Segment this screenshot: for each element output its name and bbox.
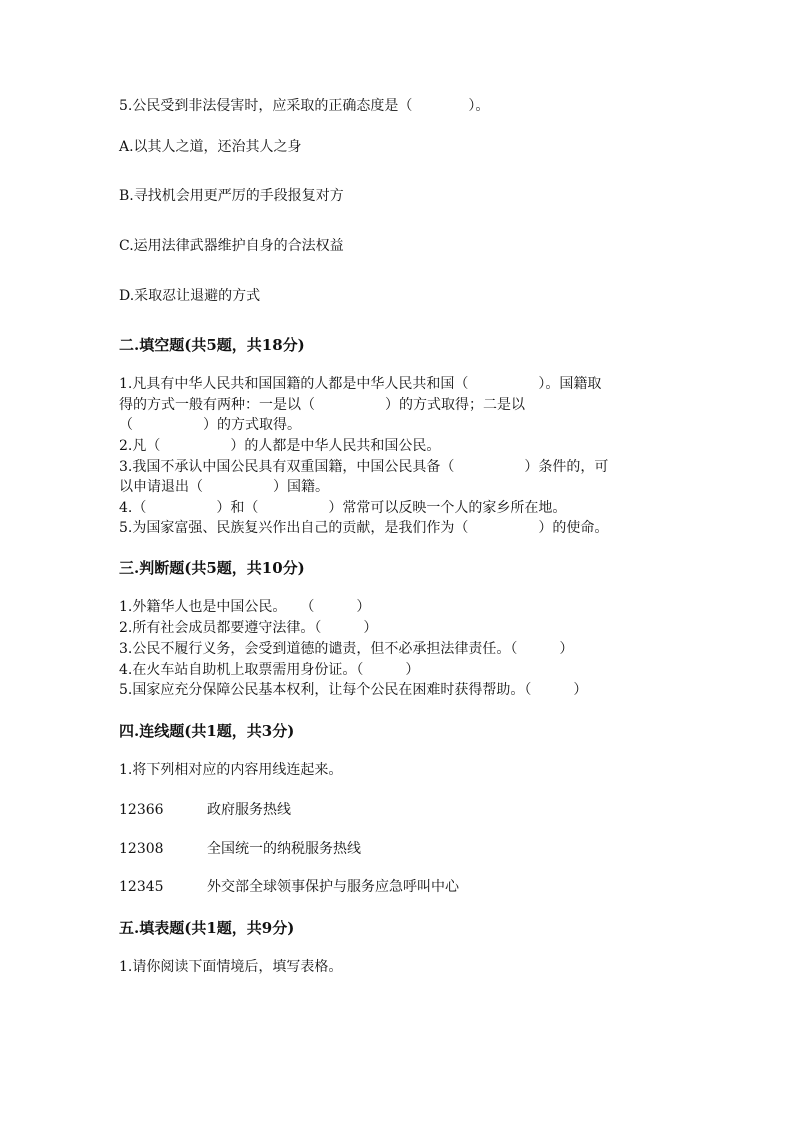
match-number: 12345 [119,879,164,895]
q5-option-c: C.运用法律武器维护自身的合法权益 [119,238,344,254]
judge-line: 1.外籍华人也是中国公民。 （ ） [119,599,371,615]
fill-line: 5.为国家富强、民族复兴作出自己的贡献，是我们作为（ ）的使命。 [119,520,609,536]
table-heading: 五.填表题(共1题，共9分) [119,919,295,937]
fill-line: 3.我国不承认中国公民具有双重国籍，中国公民具备（ ）条件的，可 [119,459,609,475]
judge-heading: 三.判断题(共5题，共10分) [119,559,305,577]
fill-line: 4.（ ）和（ ）常常可以反映一个人的家乡所在地。 [119,500,567,516]
match-desc: 政府服务热线 [207,802,291,818]
match-desc: 外交部全球领事保护与服务应急呼叫中心 [207,879,459,895]
fill-heading: 二.填空题(共5题，共18分) [119,336,305,354]
match-desc: 全国统一的纳税服务热线 [207,841,361,857]
match-heading: 四.连线题(共1题，共3分) [119,722,295,740]
q5-option-b: B.寻找机会用更严厉的手段报复对方 [119,188,344,204]
match-prompt: 1.将下列相对应的内容用线连起来。 [119,762,343,778]
table-prompt: 1.请你阅读下面情境后，填写表格。 [119,959,343,975]
fill-line: 得的方式一般有两种：一是以（ ）的方式取得；二是以 [119,397,525,413]
fill-line: 以申请退出（ ）国籍。 [119,479,329,495]
judge-line: 3.公民不履行义务，会受到道德的谴责，但不必承担法律责任。（ ） [119,641,574,657]
fill-line: 2.凡（ ）的人都是中华人民共和国公民。 [119,438,441,454]
match-number: 12308 [119,841,164,857]
q5-option-a: A.以其人之道，还治其人之身 [119,139,302,155]
q5-stem: 5.公民受到非法侵害时，应采取的正确态度是（ ）。 [119,98,490,114]
fill-line: （ ）的方式取得。 [119,417,301,433]
judge-line: 2.所有社会成员都要遵守法律。（ ） [119,620,378,636]
fill-line: 1.凡具有中华人民共和国国籍的人都是中华人民共和国（ ）。国籍取 [119,376,602,392]
judge-line: 5.国家应充分保障公民基本权利，让每个公民在困难时获得帮助。（ ） [119,682,588,698]
judge-line: 4.在火车站自助机上取票需用身份证。（ ） [119,662,420,678]
q5-option-d: D.采取忍让退避的方式 [119,288,261,304]
match-number: 12366 [119,802,164,818]
